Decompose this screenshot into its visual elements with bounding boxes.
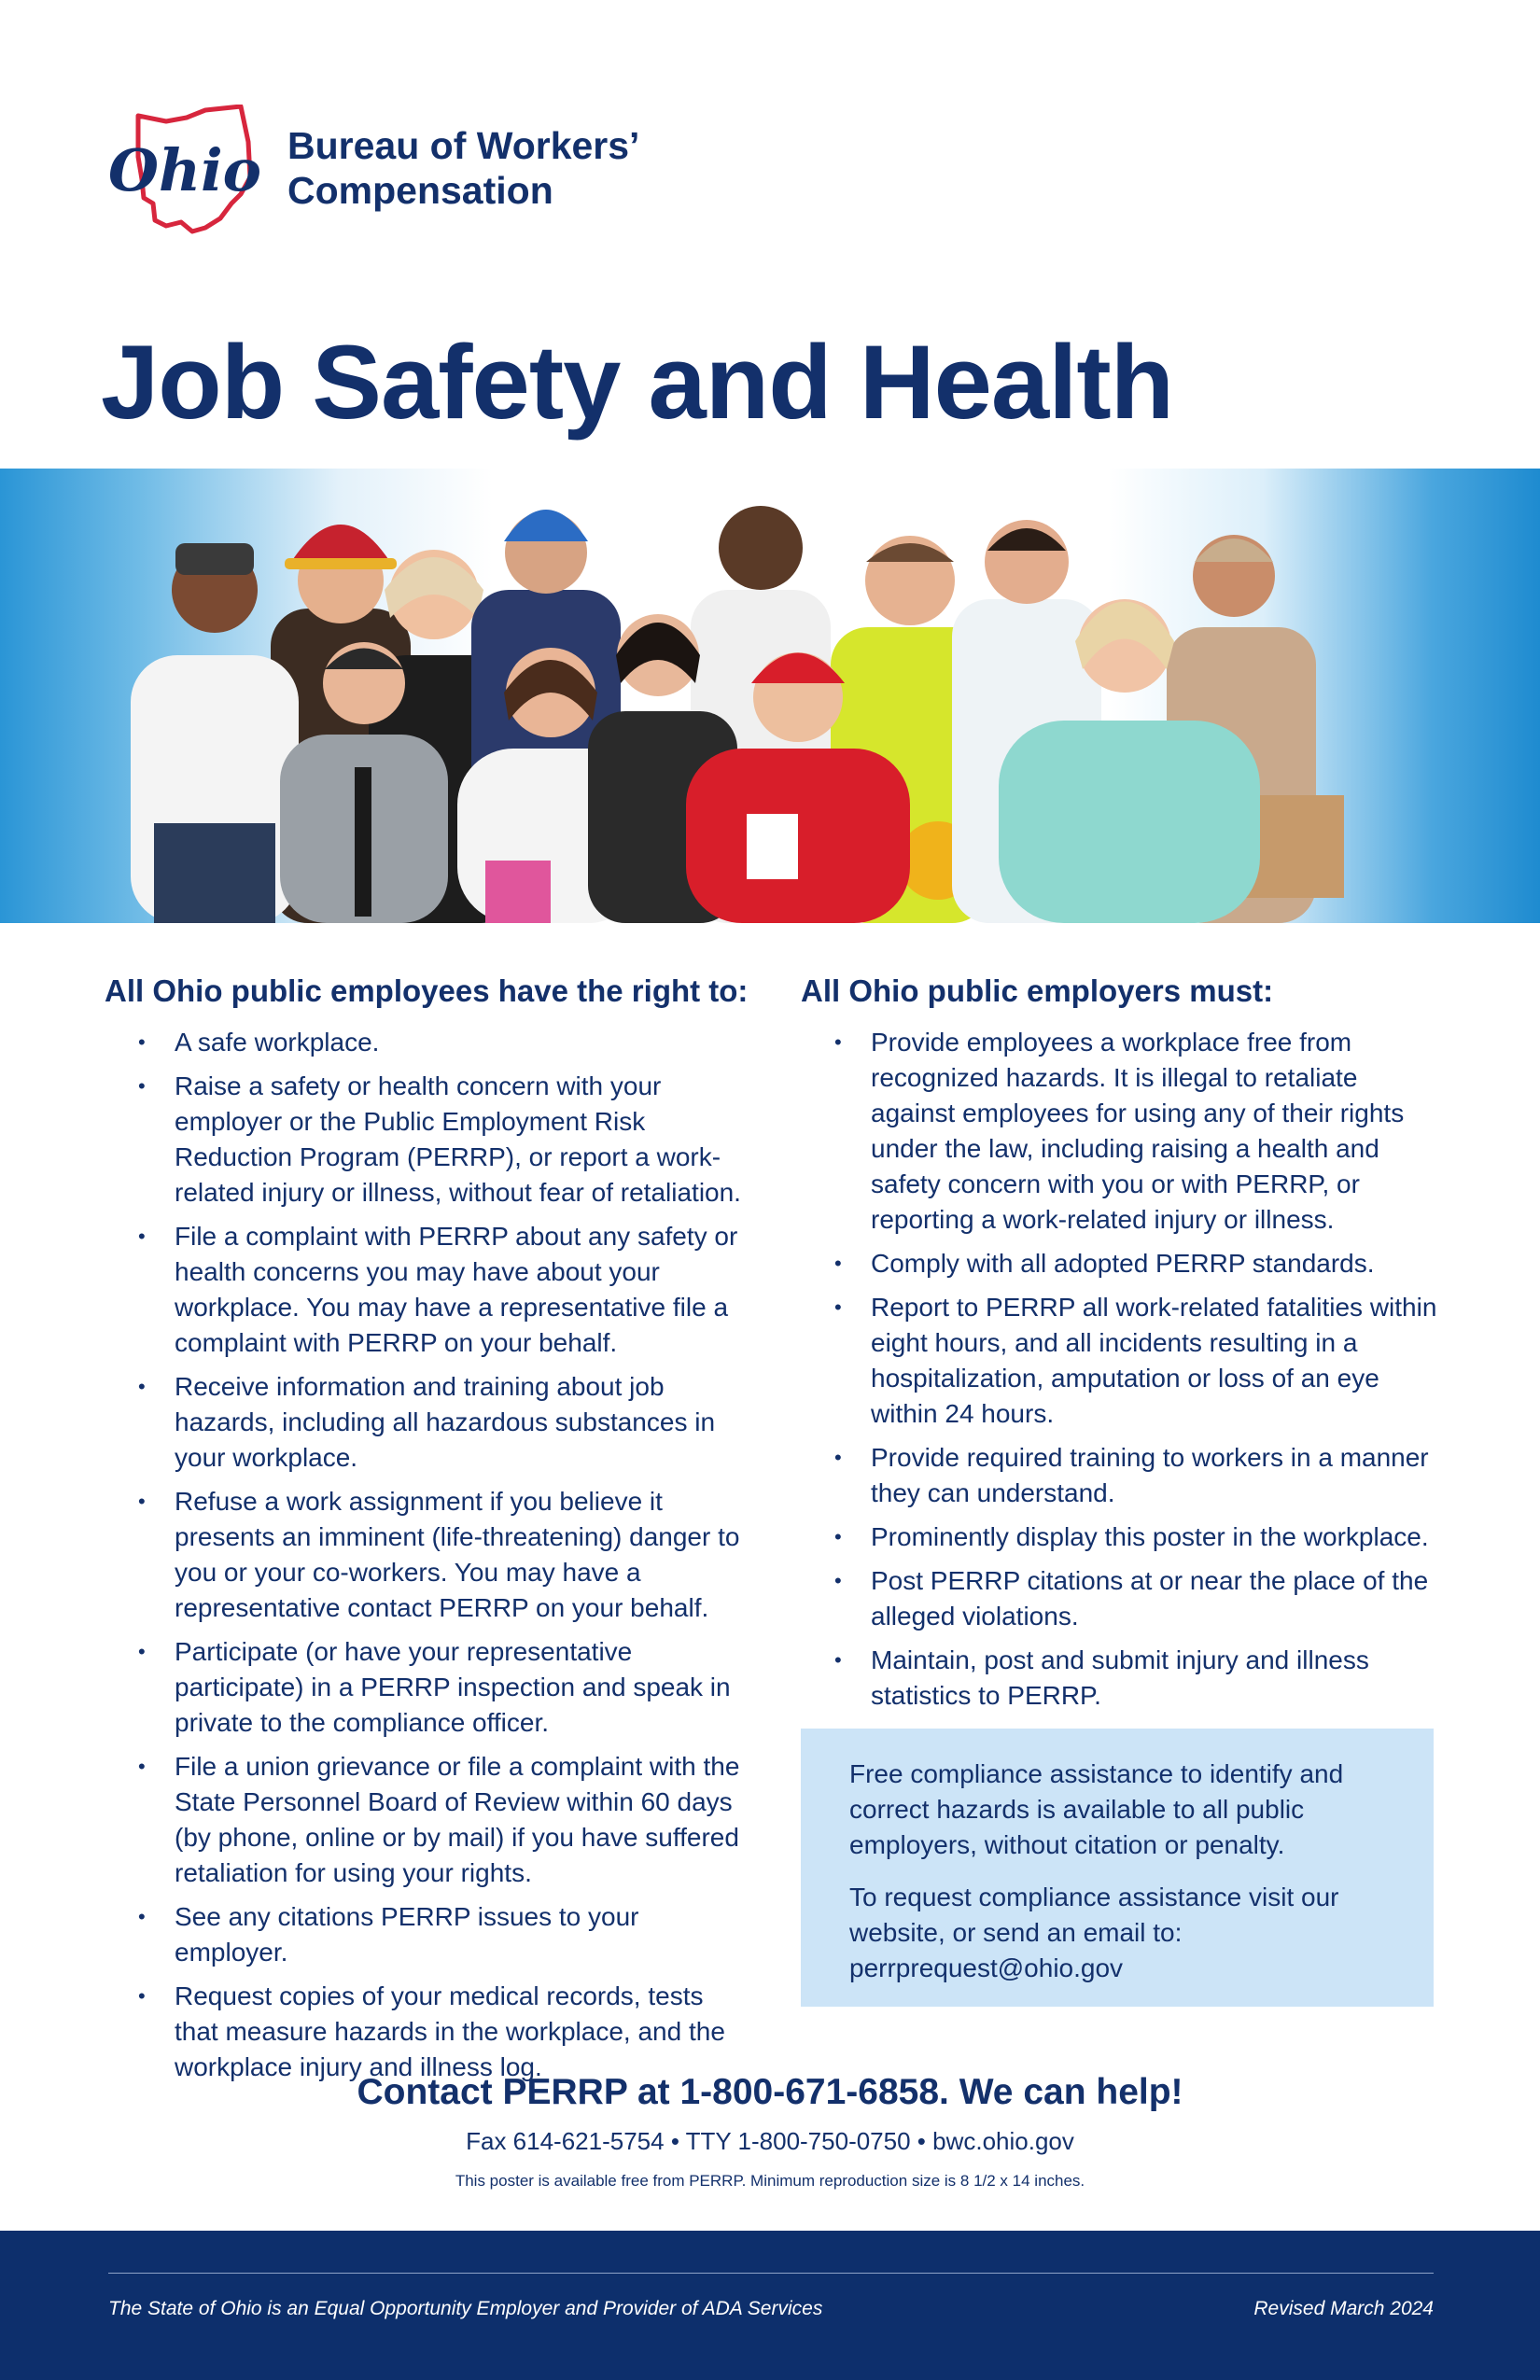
employer-duties-heading: All Ohio public employers must: bbox=[801, 973, 1274, 1008]
footer-divider bbox=[108, 2273, 1434, 2274]
compliance-assistance-box bbox=[801, 1729, 1434, 2007]
org-line-2: Compensation bbox=[287, 169, 553, 212]
footer bbox=[0, 2231, 1540, 2380]
employee-rights-heading: All Ohio public employees have the right to: bbox=[105, 973, 749, 1008]
list-item: • Request copies of your medical records, tests that measure hazards in the workplace, and the workplace injury and illness log. bbox=[138, 1981, 725, 2081]
list-item-text: Comply with all adopted PERRP standards. bbox=[871, 1249, 1375, 1278]
list-item-text: Prominently display this poster in the workplace. bbox=[871, 1522, 1429, 1551]
list-item: • Report to PERRP all work-related fatalities within eight hours, and all incidents resulting in a hospitalization, amputation or loss of an eye within 24 hours. bbox=[834, 1293, 1437, 1428]
list-item-text: Raise a safety or health concern with your employer or the Public Employment Risk Reduction Program (PERRP), or report a work-related injury or illness, without fear of retaliation. bbox=[175, 1071, 741, 1207]
list-item-text: Report to PERRP all work-related fatalities within eight hours, and all incidents resulting in a hospitalization, amputation or loss of an eye within 24 hours. bbox=[871, 1293, 1437, 1428]
employee-rights-list bbox=[105, 1025, 749, 2085]
contact-headline: Contact PERRP at 1-800-671-6858. We can help! bbox=[357, 2072, 1183, 2112]
list-item-text: Provide employees a workplace free from recognized hazards. It is illegal to retaliate against employees for using any of their rights under the law, including raising a health and safety concern with you or with PERRP, or reporting a work-related injury or illness. bbox=[871, 1028, 1405, 1234]
org-line-1: Bureau of Workers’ bbox=[287, 124, 640, 167]
workers-banner bbox=[0, 469, 1540, 923]
compliance-request-text: To request compliance assistance visit our website, or send an email to: perrprequest@ohio.gov bbox=[849, 1883, 1339, 1982]
ohio-logo bbox=[101, 105, 269, 237]
list-item: • Post PERRP citations at or near the place of the alleged violations. bbox=[834, 1566, 1429, 1631]
list-item-text: Participate (or have your representative participate) in a PERRP inspection and speak in private to the compliance officer. bbox=[175, 1637, 731, 1737]
list-item-text: Request copies of your medical records, tests that measure hazards in the workplace, and the workplace injury and illness log. bbox=[175, 1981, 725, 2081]
list-item-text: Provide required training to workers in a manner they can understand. bbox=[871, 1443, 1429, 1507]
equal-opportunity-statement: The State of Ohio is an Equal Opportunity Employer and Provider of ADA Services bbox=[108, 2298, 823, 2319]
worker-chef bbox=[131, 543, 299, 923]
list-item-text: See any citations PERRP issues to your employer. bbox=[175, 1902, 639, 1967]
contact-details: Fax 614-621-5754 • TTY 1-800-750-0750 • bwc.ohio.gov bbox=[466, 2127, 1074, 2155]
list-item: • Receive information and training about job hazards, including all hazardous substances in your workplace. bbox=[138, 1372, 716, 1472]
organization-name bbox=[287, 123, 639, 213]
employer-duties-column bbox=[801, 971, 1445, 1722]
list-item: • Provide required training to workers in a manner they can understand. bbox=[834, 1443, 1429, 1507]
list-item: • Provide employees a workplace free from recognized hazards. It is illegal to retaliate against employees for using any of their rights under the law, including raising a health and safety concern with you or with PERRP, or reporting a work-related injury or illness. bbox=[834, 1028, 1405, 1234]
page-title: Job Safety and Health bbox=[101, 324, 1174, 441]
list-item: • File a complaint with PERRP about any safety or health concerns you may have about your workplace. You may have a representative file a complaint with PERRP on your behalf. bbox=[138, 1222, 738, 1357]
list-item-text: Receive information and training about job hazards, including all hazardous substances in your workplace. bbox=[175, 1372, 716, 1472]
revision-date: Revised March 2024 bbox=[1253, 2298, 1434, 2319]
list-item: • Maintain, post and submit injury and illness statistics to PERRP. bbox=[834, 1645, 1369, 1710]
list-item: • Prominently display this poster in the workplace. bbox=[834, 1522, 1429, 1551]
list-item-text: File a complaint with PERRP about any safety or health concerns you may have about your workplace. You may have a representative file a complaint with PERRP on your behalf. bbox=[175, 1222, 738, 1357]
list-item-text: A safe workplace. bbox=[175, 1028, 380, 1057]
list-item: • Raise a safety or health concern with your employer or the Public Employment Risk Reduction Program (PERRP), or report a work-related injury or illness, without fear of retaliation. bbox=[138, 1071, 741, 1207]
list-item: • Participate (or have your representative participate) in a PERRP inspection and speak in private to the compliance officer. bbox=[138, 1637, 731, 1737]
ohio-logo-text: Ohio bbox=[108, 136, 261, 204]
list-item: • See any citations PERRP issues to your employer. bbox=[138, 1902, 639, 1967]
list-item: • Comply with all adopted PERRP standards. bbox=[834, 1249, 1375, 1278]
employee-rights-column bbox=[105, 971, 749, 2093]
list-item: • Refuse a work assignment if you believe it presents an imminent (life-threatening) danger to you or your co-workers. You may have a representative contact PERRP on your behalf. bbox=[138, 1487, 740, 1622]
list-item-text: Refuse a work assignment if you believe it presents an imminent (life-threatening) danger to you or your co-workers. You may have a representative contact PERRP on your behalf. bbox=[175, 1487, 740, 1622]
list-item: • A safe workplace. bbox=[138, 1028, 380, 1057]
group-of-workers-photo bbox=[0, 469, 1540, 923]
reproduction-note: This poster is available free from PERRP. Minimum reproduction size is 8 1/2 x 14 inches. bbox=[455, 2172, 1085, 2190]
list-item-text: Post PERRP citations at or near the place of the alleged violations. bbox=[871, 1566, 1429, 1631]
list-item-text: Maintain, post and submit injury and illness statistics to PERRP. bbox=[871, 1645, 1369, 1710]
compliance-assistance-text: Free compliance assistance to identify and correct hazards is available to all public employers, without citation or penalty. bbox=[849, 1759, 1344, 1859]
list-item-text: File a union grievance or file a complaint with the State Personnel Board of Review within 60 days (by phone, online or by mail) if you have suffered retaliation for using your rights. bbox=[175, 1752, 740, 1887]
employer-duties-list bbox=[801, 1025, 1445, 1714]
list-item: • File a union grievance or file a complaint with the State Personnel Board of Review within 60 days (by phone, online or by mail) if you have suffered retaliation for using your rights. bbox=[138, 1752, 740, 1887]
